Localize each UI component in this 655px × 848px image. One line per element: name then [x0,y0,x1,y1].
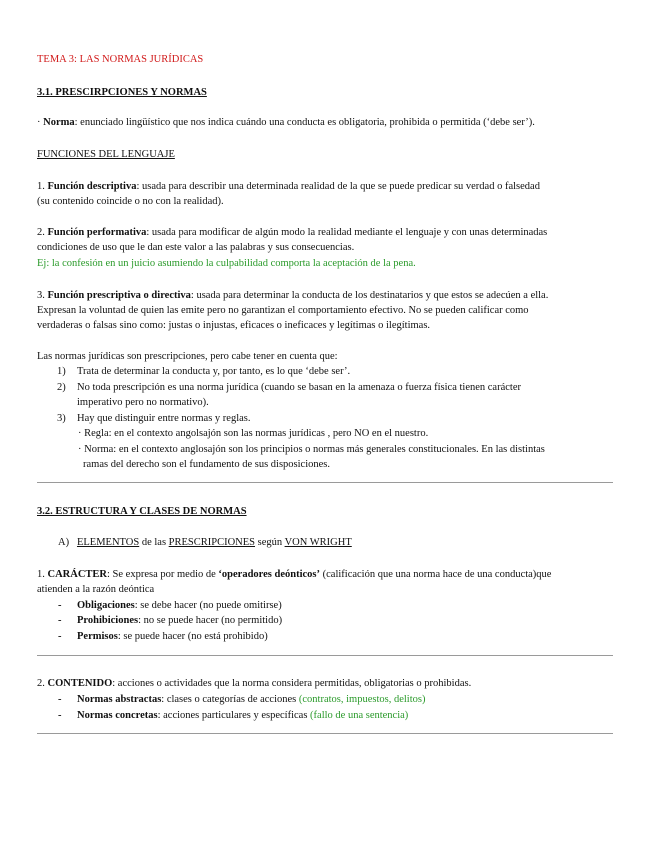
document-title: TEMA 3: LAS NORMAS JURÍDICAS [37,54,204,65]
funcion-performativa-example: Ej: la confesión en un juicio asumiendo la culpabilidad comporta la aceptación de la pena. [37,258,416,269]
operadores-term: ‘operadores deónticos’ [218,569,320,580]
funcion-prescriptiva [37,290,548,301]
item-term: Prohibiciones [77,615,139,626]
norma-term: Norma [43,117,75,128]
sub-item-norma-continuation: ramas del derecho son el fundamento de sus disposiciones. [83,459,330,470]
dash-bullet: - [58,600,62,611]
funcion-performativa [37,227,547,238]
sub-item-norma: · Norma: en el contexto anglosajón son los principios o normas más generales constitucionales. En las distintas [78,444,545,455]
funcion-descriptiva-line2: (su contenido coincide o no con la realidad). [37,196,224,207]
divider [37,655,613,656]
item-example: (contratos, impuestos, delitos) [298,694,426,705]
prescripciones-text: PRESCRIPCIONES [168,537,256,548]
item-term: Permisos [77,631,118,642]
norma-text: : enunciado lingüístico que nos indica cuándo una conducta es obligatoria, prohibida o permitida (‘debe ser’). [74,117,535,128]
caracter-line2: atienden a la razón deóntica [37,584,155,595]
item-term: Normas abstractas [77,694,162,705]
funcion-prescriptiva-line3: verdaderas o falsas sino como: justas o injustas, eficaces o ineficaces y legítimas o ilegítimas. [37,320,431,331]
caracter-term: CARÁCTER [47,569,108,580]
list-number: 3) [57,413,66,424]
list-item-permisos [77,631,268,642]
item-number: 1. [37,181,48,192]
funcion-term: Función prescriptiva o directiva [47,290,191,301]
list-item-prohibiciones [77,615,282,626]
funcion-text: : usada para describir una determinada realidad de la que se puede predicar su verdad o falsedad [136,181,540,192]
funcion-term: Función descriptiva [47,181,137,192]
item-term: Normas concretas [77,710,158,721]
divider [37,482,613,483]
item-example: (fallo de una sentencia) [310,710,409,721]
dash-bullet: - [58,710,62,721]
von-wright-text: VON WRIGHT [284,537,352,548]
funcion-text: : usada para determinar la conducta de los destinatarios y que estos se adecúen a ella. [190,290,549,301]
bullet: · [37,117,44,128]
sub-item-regla: · Regla: en el contexto angolsajón son las normas jurídicas , pero NO en el nuestro. [78,428,429,439]
caracter-text-2: (calificación que una norma hace de una conducta)que [320,569,552,580]
item-number: 2. [37,227,48,238]
dash-bullet: - [58,615,62,626]
item-number: 3. [37,290,48,301]
subsection-a [58,537,352,548]
item-text: : clases o categorías de acciones [161,694,299,705]
list-item-continuation: imperativo pero no normativo). [77,397,209,408]
contenido-line [37,678,471,689]
item-text: : se puede hacer (no está prohibido) [117,631,268,642]
contenido-term: CONTENIDO [47,678,113,689]
item-number: 1. [37,569,48,580]
item-text: : no se puede hacer (no permitido) [138,615,283,626]
divider [37,733,613,734]
connector-text: de las [139,537,169,548]
caracter-text: : Se expresa por medio de [107,569,219,580]
dash-bullet: - [58,631,62,642]
caracter-line [37,569,551,580]
dash-bullet: - [58,694,62,705]
item-term: Obligaciones [77,600,135,611]
contenido-text: : acciones o actividades que la norma considera permitidas, obligatorias o prohibidas. [112,678,472,689]
list-item-normas-concretas [77,710,408,721]
item-text: : acciones particulares y específicas [157,710,311,721]
elementos-text: ELEMENTOS [76,537,140,548]
funcion-term: Función performativa [47,227,147,238]
subsection-label: A) [58,537,70,548]
funcion-prescriptiva-line2: Expresan la voluntad de quien las emite pero no garantizan el comportamiento efectivo. No se pueden calificar como [37,305,529,316]
funciones-heading: FUNCIONES DEL LENGUAJE [37,149,175,160]
list-item: Trata de determinar la conducta y, por tanto, es lo que ‘debe ser’. [77,366,351,377]
list-item: Hay que distinguir entre normas y reglas. [77,413,251,424]
connector-text: según [255,537,285,548]
list-number: 1) [57,366,66,377]
section-heading-3-2: 3.2. ESTRUCTURA Y CLASES DE NORMAS [37,506,247,517]
item-number: 2. [37,678,48,689]
norma-definition [37,117,535,128]
funcion-text: : usada para modificar de algún modo la realidad mediante el lenguaje y con unas determinadas [146,227,548,238]
normas-intro: Las normas jurídicas son prescripciones, pero cabe tener en cuenta que: [37,351,338,362]
funcion-performativa-line2: condiciones de uso que le dan este valor a las palabras y sus consecuencias. [37,242,355,253]
list-item-normas-abstractas [77,694,425,705]
section-heading-3-1: 3.1. PRESCIRPCIONES Y NORMAS [37,87,207,98]
list-item: No toda prescripción es una norma jurídica (cuando se basan en la amenaza o fuerza física tienen carácter [77,382,521,393]
item-text: : se debe hacer (no puede omitirse) [134,600,282,611]
list-item-obligaciones [77,600,282,611]
list-number: 2) [57,382,66,393]
funcion-descriptiva [37,181,540,192]
